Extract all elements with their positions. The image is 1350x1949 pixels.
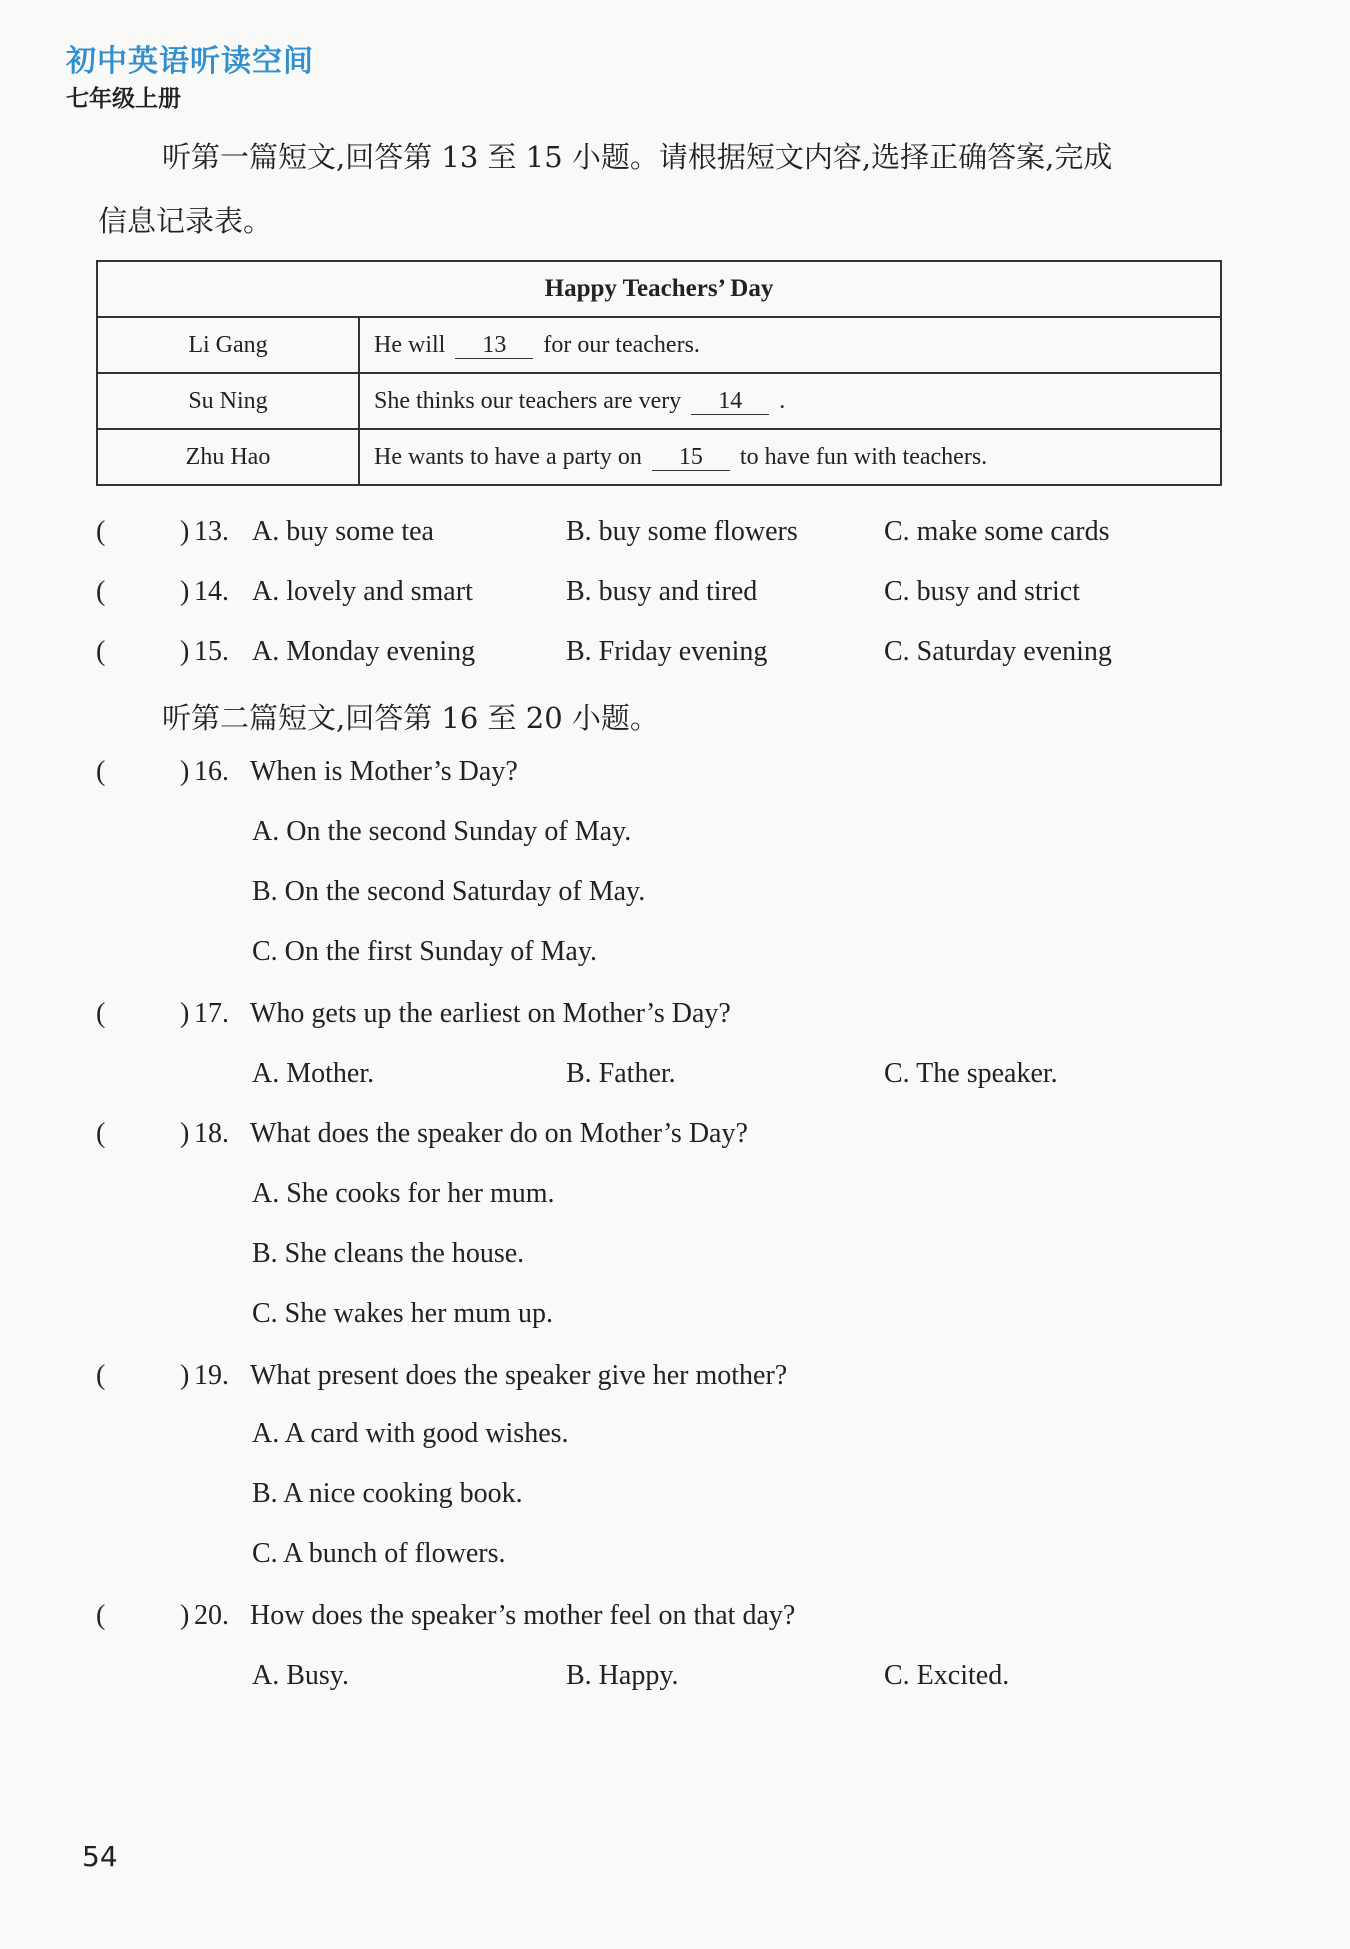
- option-20a[interactable]: A. Busy.: [252, 1660, 349, 1691]
- option-18a[interactable]: A. She cooks for her mum.: [252, 1178, 555, 1209]
- blank-13[interactable]: 13: [455, 332, 533, 359]
- section2-instruction: 听第二篇短文,回答第 16 至 20 小题。: [162, 701, 659, 735]
- option-13b[interactable]: B. buy some flowers: [566, 516, 798, 547]
- question-text: What does the speaker do on Mother’s Day?: [250, 1118, 748, 1149]
- answer-paren-left[interactable]: (: [96, 516, 106, 547]
- row-text-after: for our teachers.: [543, 331, 700, 358]
- blank-15[interactable]: 15: [652, 444, 730, 471]
- table-row: [97, 429, 1221, 485]
- option-16a[interactable]: A. On the second Sunday of May.: [252, 816, 632, 847]
- option-16c[interactable]: C. On the first Sunday of May.: [252, 936, 598, 967]
- answer-paren-left[interactable]: (: [96, 1118, 106, 1149]
- answer-paren-right: ): [180, 998, 190, 1029]
- option-17c[interactable]: C. The speaker.: [884, 1058, 1058, 1089]
- option-18c[interactable]: C. She wakes her mum up.: [252, 1298, 553, 1329]
- option-17b[interactable]: B. Father.: [566, 1058, 676, 1089]
- question-number: 19.: [194, 1360, 229, 1391]
- instruction-line1: 听第一篇短文,回答第 13 至 15 小题。请根据短文内容,选择正确答案,完成: [162, 140, 1113, 174]
- option-15c[interactable]: C. Saturday evening: [884, 636, 1112, 667]
- question-text: When is Mother’s Day?: [250, 756, 518, 787]
- row-name: Su Ning: [97, 373, 359, 429]
- option-19c[interactable]: C. A bunch of flowers.: [252, 1538, 506, 1569]
- row-text-before: She thinks our teachers are very: [374, 387, 682, 414]
- answer-paren-left[interactable]: (: [96, 576, 106, 607]
- answer-paren-right: ): [180, 1600, 190, 1631]
- option-14a[interactable]: A. lovely and smart: [252, 576, 473, 607]
- option-14c[interactable]: C. busy and strict: [884, 576, 1080, 607]
- option-15a[interactable]: A. Monday evening: [252, 636, 476, 667]
- row-text-before: He wants to have a party on: [374, 443, 642, 470]
- option-15b[interactable]: B. Friday evening: [566, 636, 768, 667]
- question-number: 14.: [194, 576, 229, 607]
- row-text-after: to have fun with teachers.: [739, 443, 988, 470]
- answer-paren-right: ): [180, 636, 190, 667]
- option-19a[interactable]: A. A card with good wishes.: [252, 1418, 569, 1449]
- answer-paren-left[interactable]: (: [96, 998, 106, 1029]
- answer-paren-right: ): [180, 516, 190, 547]
- answer-paren-left[interactable]: (: [96, 756, 106, 787]
- table-row: [97, 373, 1221, 429]
- question-number: 18.: [194, 1118, 229, 1149]
- answer-paren-right: ): [180, 1118, 190, 1149]
- option-16b[interactable]: B. On the second Saturday of May.: [252, 876, 646, 907]
- question-number: 20.: [194, 1600, 229, 1631]
- option-20c[interactable]: C. Excited.: [884, 1660, 1010, 1691]
- option-18b[interactable]: B. She cleans the house.: [252, 1238, 525, 1269]
- row-content: [359, 429, 1221, 485]
- question-number: 13.: [194, 516, 229, 547]
- series-title: 初中英语听读空间: [66, 44, 314, 79]
- page-number: 54: [82, 1840, 118, 1873]
- row-name: Zhu Hao: [97, 429, 359, 485]
- answer-paren-left[interactable]: (: [96, 1600, 106, 1631]
- grade-label: 七年级上册: [66, 85, 181, 112]
- answer-paren-right: ): [180, 756, 190, 787]
- row-content: [359, 317, 1221, 373]
- option-20b[interactable]: B. Happy.: [566, 1660, 679, 1691]
- row-name: Li Gang: [97, 317, 359, 373]
- section1-instruction: [98, 126, 1228, 188]
- table-row: [97, 317, 1221, 373]
- answer-paren-right: ): [180, 1360, 190, 1391]
- question-number: 17.: [194, 998, 229, 1029]
- blank-14[interactable]: 14: [691, 388, 769, 415]
- question-text: How does the speaker’s mother feel on that day?: [250, 1600, 796, 1631]
- row-text-after: .: [779, 387, 786, 414]
- question-text: Who gets up the earliest on Mother’s Day?: [250, 998, 731, 1029]
- question-number: 16.: [194, 756, 229, 787]
- question-text: What present does the speaker give her mother?: [250, 1360, 788, 1391]
- option-13c[interactable]: C. make some cards: [884, 516, 1110, 547]
- table-header-row: [97, 261, 1221, 317]
- section1-instruction-cont: [98, 190, 272, 252]
- info-record-table: [96, 260, 1222, 486]
- option-13a[interactable]: A. buy some tea: [252, 516, 434, 547]
- row-text-before: He will: [374, 331, 446, 358]
- answer-paren-right: ): [180, 576, 190, 607]
- option-19b[interactable]: B. A nice cooking book.: [252, 1478, 523, 1509]
- option-17a[interactable]: A. Mother.: [252, 1058, 375, 1089]
- instruction-line2: 信息记录表。: [98, 204, 273, 238]
- answer-paren-left[interactable]: (: [96, 1360, 106, 1391]
- question-number: 15.: [194, 636, 229, 667]
- option-14b[interactable]: B. busy and tired: [566, 576, 758, 607]
- row-content: [359, 373, 1221, 429]
- answer-paren-left[interactable]: (: [96, 636, 106, 667]
- table-title: Happy Teachers’ Day: [97, 261, 1221, 317]
